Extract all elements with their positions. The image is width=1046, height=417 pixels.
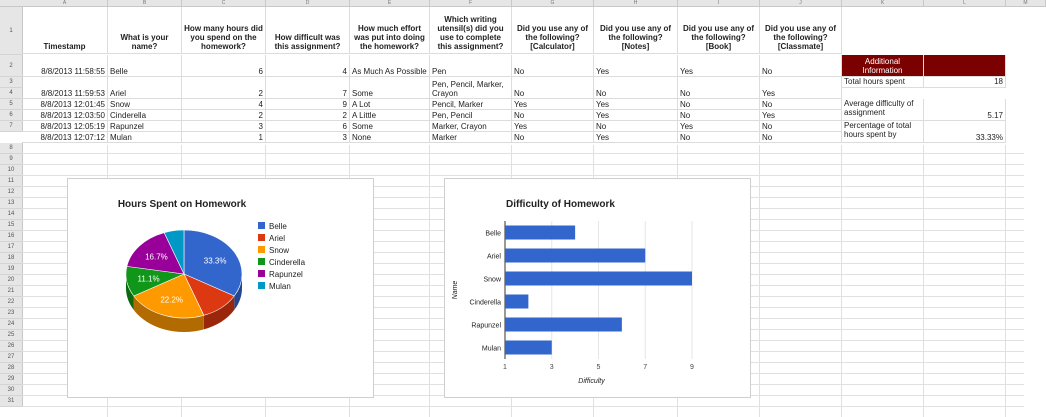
cell-text: 2: [342, 111, 347, 120]
cell-text: Marker: [432, 133, 457, 142]
cell-timestamp[interactable]: [22, 99, 108, 110]
total-hours-value[interactable]: 18: [924, 77, 1006, 88]
additional-info-fill[interactable]: [924, 55, 1006, 77]
legend-label-rapunzel: Rapunzel: [269, 270, 303, 279]
column-header-l[interactable]: L: [924, 0, 1006, 7]
row-header-12[interactable]: 12: [0, 187, 23, 198]
header-difficulty[interactable]: [266, 7, 350, 54]
row-header-20[interactable]: 20: [0, 275, 23, 286]
header-hours-text: How many hours did you spend on the homework?: [184, 24, 263, 51]
column-header-d[interactable]: D: [266, 0, 350, 7]
grid-col-line: [923, 145, 924, 417]
cell-calculator[interactable]: [512, 99, 594, 110]
cell-text: No: [680, 89, 691, 98]
cell-hours[interactable]: [182, 132, 266, 143]
cell-text: 8/8/2013 12:01:45: [40, 100, 105, 109]
cell-text: No: [680, 100, 691, 109]
cell-text: Yes: [596, 133, 610, 142]
row-header-10[interactable]: 10: [0, 165, 23, 176]
cell-hours[interactable]: [182, 55, 266, 77]
cell-text: Yes: [762, 111, 776, 120]
cell-calculator[interactable]: [512, 55, 594, 77]
header-difficulty-text: How difficult was this assignment?: [274, 33, 341, 51]
grid-col-line: [841, 145, 842, 417]
column-header-j[interactable]: J: [760, 0, 842, 7]
grid-col-line: [429, 145, 430, 417]
cell-difficulty[interactable]: [266, 121, 350, 132]
row-header-23[interactable]: 23: [0, 308, 23, 319]
pie-data-label: 33.3%: [203, 256, 227, 266]
pie-chart-container[interactable]: [67, 178, 374, 398]
cell-effort[interactable]: [350, 121, 430, 132]
header-name[interactable]: [108, 7, 182, 54]
cell-utensil[interactable]: [430, 110, 512, 121]
cell-classmate[interactable]: [760, 132, 842, 143]
cell-text: Pencil, Marker: [432, 100, 484, 109]
cell-text: Yes: [596, 67, 610, 76]
x-tick-label: 7: [643, 364, 648, 371]
select-all-corner[interactable]: [0, 0, 23, 7]
row-header-18[interactable]: 18: [0, 253, 23, 264]
cell-notes[interactable]: [594, 99, 678, 110]
cell-text: 8/8/2013 11:58:55: [41, 67, 105, 76]
cell-effort[interactable]: [350, 110, 430, 121]
cell-text: No: [596, 89, 607, 98]
cell-text: A Lot: [352, 100, 371, 109]
cell-text: 8/8/2013 12:05:19: [40, 122, 105, 131]
pct-label[interactable]: Percentage of total hours spent by: [842, 121, 924, 143]
cell-name[interactable]: [108, 55, 182, 77]
cell-utensil[interactable]: [430, 99, 512, 110]
cell-timestamp[interactable]: [22, 121, 108, 132]
x-tick-label: 3: [549, 364, 554, 371]
bar-chart-container[interactable]: [444, 178, 751, 398]
pie-data-label: 16.7%: [145, 252, 168, 262]
cell-calculator[interactable]: [512, 121, 594, 132]
cell-effort[interactable]: [350, 132, 430, 143]
cell-calculator[interactable]: [512, 77, 594, 99]
cell-hours[interactable]: [182, 110, 266, 121]
row-header-1[interactable]: 1: [0, 7, 23, 55]
cell-text: Rapunzel: [110, 122, 144, 131]
y-category-label: Mulan: [481, 345, 501, 353]
cell-text: No: [762, 133, 773, 142]
cell-hours[interactable]: [182, 77, 266, 99]
cell-book[interactable]: [678, 55, 760, 77]
row-header-9[interactable]: 9: [0, 154, 23, 165]
cell-classmate[interactable]: [760, 121, 842, 132]
cell-hours[interactable]: [182, 121, 266, 132]
legend-label-snow: Snow: [269, 246, 290, 255]
column-header-a[interactable]: A: [22, 0, 108, 7]
legend-swatch-mulan: [258, 282, 265, 289]
cell-notes[interactable]: [594, 110, 678, 121]
x-tick-label: 9: [690, 364, 694, 371]
cell-text: No: [514, 111, 525, 120]
cell-name[interactable]: [108, 99, 182, 110]
cell-text: 2: [258, 111, 263, 120]
row-header-29[interactable]: 29: [0, 374, 23, 385]
row-header-5[interactable]: 5: [0, 99, 23, 110]
cell-text: No: [762, 122, 773, 131]
cell-text: 8/8/2013 12:07:12: [40, 133, 105, 142]
grid-row-line: [22, 175, 1024, 176]
header-timestamp[interactable]: [22, 7, 108, 54]
cell-timestamp[interactable]: [22, 77, 108, 99]
row-header-30[interactable]: 30: [0, 385, 23, 396]
row-header-3[interactable]: 3: [0, 77, 23, 88]
header-utensil-text: Which writing utensil(s) did you use to complete this assignment?: [437, 15, 504, 51]
grid-row-line: [22, 406, 1024, 407]
cell-text: 4: [258, 100, 263, 109]
cell-text: No: [680, 111, 691, 120]
cell-classmate[interactable]: [760, 77, 842, 99]
cell-effort[interactable]: [350, 55, 430, 77]
cell-text: 6: [342, 122, 347, 131]
header-calculator-text: Did you use any of the following? [Calculator]: [516, 24, 589, 51]
cell-book[interactable]: [678, 77, 760, 99]
row-header-25[interactable]: 25: [0, 330, 23, 341]
row-header-21[interactable]: 21: [0, 286, 23, 297]
cell-book[interactable]: [678, 110, 760, 121]
pie-data-label: 22.2%: [160, 295, 184, 305]
row-header-8[interactable]: 8: [0, 143, 23, 154]
additional-info-title[interactable]: Additional Information: [842, 55, 924, 77]
header-name-text: What is your name?: [120, 33, 169, 51]
row-header-13[interactable]: 13: [0, 198, 23, 209]
pie-chart-title: Hours Spent on Homework: [117, 199, 247, 210]
legend-swatch-ariel: [258, 234, 265, 241]
column-header-k[interactable]: K: [842, 0, 924, 7]
cell-hours[interactable]: [182, 99, 266, 110]
cell-notes[interactable]: [594, 132, 678, 143]
cell-text: Yes: [680, 122, 694, 131]
header-classmate-text: Did you use any of the following? [Classmate]: [764, 24, 837, 51]
cell-text: No: [596, 122, 607, 131]
header-classmate[interactable]: [760, 7, 842, 54]
header-timestamp-text: Timestamp: [43, 42, 86, 51]
bar-mulan: [505, 341, 552, 355]
avg-difficulty-label[interactable]: Average difficulty of assignment: [842, 99, 924, 121]
row-header-6[interactable]: 6: [0, 110, 23, 121]
cell-text: 3: [342, 133, 347, 142]
y-category-label: Cinderella: [469, 299, 501, 307]
cell-utensil[interactable]: [430, 77, 512, 99]
cell-text: Pen: [432, 67, 447, 76]
column-header-h[interactable]: H: [594, 0, 678, 7]
cell-text: Marker, Crayon: [432, 122, 487, 131]
total-hours-label[interactable]: Total hours spent: [842, 77, 924, 88]
cell-text: No: [514, 67, 525, 76]
cell-text: Yes: [596, 100, 610, 109]
cell-notes[interactable]: [594, 55, 678, 77]
cell-text: Yes: [762, 89, 776, 98]
bar-cinderella: [505, 295, 528, 309]
cell-name[interactable]: [108, 121, 182, 132]
y-category-label: Ariel: [486, 253, 501, 261]
header-notes[interactable]: [594, 7, 678, 54]
cell-text: No: [514, 133, 525, 142]
cell-notes[interactable]: [594, 77, 678, 99]
y-axis-title: Name: [452, 280, 459, 300]
header-calculator[interactable]: [512, 7, 594, 54]
cell-text: 7: [342, 89, 347, 98]
cell-notes[interactable]: [594, 121, 678, 132]
cell-text: A Little: [352, 111, 377, 120]
header-utensil[interactable]: [430, 7, 512, 54]
cell-calculator[interactable]: [512, 132, 594, 143]
cell-difficulty[interactable]: [266, 55, 350, 77]
grid-col-line: [1005, 145, 1006, 417]
cell-name[interactable]: [108, 77, 182, 99]
avg-difficulty-value[interactable]: 5.17: [924, 99, 1006, 121]
row-header-28[interactable]: 28: [0, 363, 23, 374]
cell-text: 3: [258, 122, 263, 131]
cell-name[interactable]: [108, 132, 182, 143]
cell-text: Pen, Pencil: [432, 111, 473, 120]
pie-data-label: 11.1%: [137, 274, 160, 284]
row-header-27[interactable]: 27: [0, 352, 23, 363]
cell-text: Ariel: [110, 89, 127, 98]
row-header-14[interactable]: 14: [0, 209, 23, 220]
y-category-label: Rapunzel: [471, 322, 501, 330]
grid-row-line: [22, 153, 1024, 154]
cell-classmate[interactable]: [760, 55, 842, 77]
cell-text: Yes: [596, 111, 610, 120]
column-header-m[interactable]: M: [1006, 0, 1046, 7]
column-header-e[interactable]: E: [350, 0, 430, 7]
legend-label-belle: Belle: [269, 222, 287, 231]
cell-text: No: [762, 100, 773, 109]
y-category-label: Belle: [485, 230, 501, 238]
cell-text: Pen, Pencil, Marker, Crayon: [432, 80, 504, 98]
cell-classmate[interactable]: [760, 110, 842, 121]
row-header-26[interactable]: 26: [0, 341, 23, 352]
bar-chart-title: Difficulty of Homework: [506, 199, 615, 210]
legend-label-mulan: Mulan: [269, 282, 291, 291]
header-effort-text: How much effort was put into doing the homework?: [354, 24, 425, 51]
cell-text: None: [352, 133, 372, 142]
cell-text: 1: [258, 133, 263, 142]
cell-text: 8/8/2013 12:03:50: [40, 111, 105, 120]
bar-rapunzel: [505, 318, 622, 332]
row-header-16[interactable]: 16: [0, 231, 23, 242]
y-category-label: Snow: [483, 276, 501, 284]
cell-difficulty[interactable]: [266, 77, 350, 99]
cell-book[interactable]: [678, 132, 760, 143]
cell-text: No: [514, 89, 525, 98]
header-hours[interactable]: [182, 7, 266, 54]
cell-text: 6: [258, 67, 263, 76]
legend-swatch-cinderella: [258, 258, 265, 265]
row-header-24[interactable]: 24: [0, 319, 23, 330]
cell-text: As Much As Possible: [352, 67, 427, 76]
cell-difficulty[interactable]: [266, 99, 350, 110]
cell-text: 2: [258, 89, 263, 98]
legend-swatch-snow: [258, 246, 265, 253]
legend-label-ariel: Ariel: [269, 234, 286, 243]
x-tick-label: 5: [596, 364, 601, 371]
pie-chart: [68, 179, 373, 397]
cell-timestamp[interactable]: [22, 55, 108, 77]
cell-name[interactable]: [108, 110, 182, 121]
row-header-19[interactable]: 19: [0, 264, 23, 275]
row-header-31[interactable]: 31: [0, 396, 23, 407]
column-header-g[interactable]: G: [512, 0, 594, 7]
cell-calculator[interactable]: [512, 110, 594, 121]
cell-timestamp[interactable]: [22, 110, 108, 121]
cell-book[interactable]: [678, 99, 760, 110]
cell-text: Yes: [680, 67, 694, 76]
cell-text: 9: [342, 100, 347, 109]
cell-text: 4: [342, 67, 347, 76]
header-book[interactable]: [678, 7, 760, 54]
bar-chart: [445, 179, 750, 397]
cell-text: Yes: [514, 122, 528, 131]
header-notes-text: Did you use any of the following? [Notes]: [599, 24, 672, 51]
cell-text: Yes: [514, 100, 528, 109]
column-header-b[interactable]: B: [108, 0, 182, 7]
cell-effort[interactable]: [350, 77, 430, 99]
cell-text: Some: [352, 89, 373, 98]
row-header-2[interactable]: 2: [0, 55, 23, 77]
header-effort[interactable]: [350, 7, 430, 54]
cell-text: No: [762, 67, 773, 76]
x-axis-title: Difficulty: [578, 378, 605, 385]
row-header-7[interactable]: 7: [0, 121, 23, 132]
cell-timestamp[interactable]: [22, 132, 108, 143]
cell-text: Mulan: [110, 133, 132, 142]
cell-text: Some: [352, 122, 373, 131]
row-header-11[interactable]: 11: [0, 176, 23, 187]
cell-text: Belle: [110, 67, 128, 76]
column-header-c[interactable]: C: [182, 0, 266, 7]
cell-book[interactable]: [678, 121, 760, 132]
cell-utensil[interactable]: [430, 121, 512, 132]
pct-value[interactable]: 33.33%: [924, 121, 1006, 143]
cell-difficulty[interactable]: [266, 110, 350, 121]
row-header-15[interactable]: 15: [0, 220, 23, 231]
cell-difficulty[interactable]: [266, 132, 350, 143]
bar-ariel: [505, 249, 645, 263]
cell-text: No: [680, 133, 691, 142]
row-header-17[interactable]: 17: [0, 242, 23, 253]
bar-snow: [505, 272, 692, 286]
grid-col-line: [759, 145, 760, 417]
row-header-4[interactable]: 4: [0, 88, 23, 99]
column-header-i[interactable]: I: [678, 0, 760, 7]
legend-label-cinderella: Cinderella: [269, 258, 306, 267]
header-book-text: Did you use any of the following? [Book]: [682, 24, 755, 51]
column-header-f[interactable]: F: [430, 0, 512, 7]
cell-utensil[interactable]: [430, 132, 512, 143]
bar-belle: [505, 226, 575, 240]
x-tick-label: 1: [503, 364, 507, 371]
cell-classmate[interactable]: [760, 99, 842, 110]
legend-swatch-belle: [258, 222, 265, 229]
cell-utensil[interactable]: [430, 55, 512, 77]
cell-text: Cinderella: [110, 111, 147, 120]
cell-text: 8/8/2013 11:59:53: [41, 89, 105, 98]
cell-effort[interactable]: [350, 99, 430, 110]
row-header-22[interactable]: 22: [0, 297, 23, 308]
cell-text: Snow: [110, 100, 131, 109]
grid-row-line: [22, 164, 1024, 165]
legend-swatch-rapunzel: [258, 270, 265, 277]
